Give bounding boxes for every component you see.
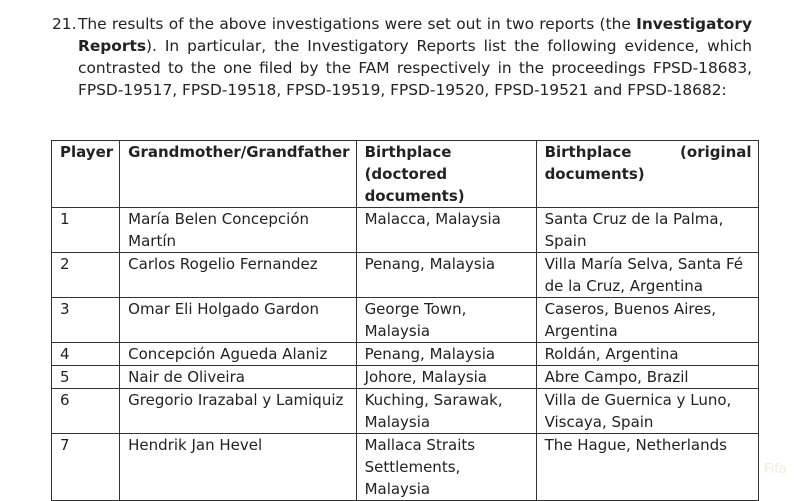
header-original-part1: Birthplace [544, 143, 632, 161]
cell-grandparent: María Belen Concepción Martín [120, 208, 356, 253]
cell-grandparent: Concepción Agueda Alaniz [120, 343, 356, 366]
cell-doctored-birthplace: Malacca, Malaysia [356, 208, 536, 253]
paragraph-21 [52, 13, 752, 101]
table-row [52, 434, 759, 501]
cell-player: 7 [52, 434, 120, 501]
cell-original-birthplace: Villa María Selva, Santa Fé de la Cruz, Argentina [536, 253, 758, 298]
cell-player: 4 [52, 343, 120, 366]
table-row [52, 366, 759, 389]
cell-player: 6 [52, 389, 120, 434]
cell-grandparent: Gregorio Irazabal y Lamiquiz [120, 389, 356, 434]
paragraph-text-start: The results of the above investigations were set out in two reports (the [78, 15, 637, 33]
table-row [52, 208, 759, 253]
table-header-row [52, 141, 759, 208]
paragraph-number: 21. [52, 15, 77, 33]
defined-term: Investigatory Reports [78, 15, 752, 55]
table-row [52, 389, 759, 434]
cell-original-birthplace: Roldán, Argentina [536, 343, 758, 366]
header-doctored-birthplace: Birthplace (doctored documents) [356, 141, 536, 208]
cell-doctored-birthplace: Penang, Malaysia [356, 343, 536, 366]
paragraph-text-end: ). In particular, the Investigatory Reports list the following evidence, which contrasted to the one filed by the FAM respectively in the proceedings FPSD-18683, FPSD-19517, FPSD-19518, FPSD-19519, FPSD-19520, FPSD-19521 and FPSD-18682: [78, 37, 752, 99]
table-row [52, 343, 759, 366]
cell-doctored-birthplace: Johore, Malaysia [356, 366, 536, 389]
cell-original-birthplace: Caseros, Buenos Aires, Argentina [536, 298, 758, 343]
cell-player: 1 [52, 208, 120, 253]
cell-grandparent: Hendrik Jan Hevel [120, 434, 356, 501]
cell-original-birthplace: Villa de Guernica y Luno, Viscaya, Spain [536, 389, 758, 434]
cell-doctored-birthplace: Penang, Malaysia [356, 253, 536, 298]
watermark-text: Fifa [764, 462, 787, 477]
cell-original-birthplace: The Hague, Netherlands [536, 434, 758, 501]
evidence-table [51, 140, 759, 501]
cell-grandparent: Omar Eli Holgado Gardon [120, 298, 356, 343]
header-original-birthplace [536, 141, 758, 208]
header-player: Player [52, 141, 120, 208]
cell-doctored-birthplace: Kuching, Sarawak, Malaysia [356, 389, 536, 434]
table-row [52, 298, 759, 343]
header-original-part3: documents) [544, 165, 645, 183]
paragraph-text [78, 13, 752, 101]
cell-grandparent: Carlos Rogelio Fernandez [120, 253, 356, 298]
cell-player: 2 [52, 253, 120, 298]
cell-player: 3 [52, 298, 120, 343]
header-grandparent: Grandmother/Grandfather [120, 141, 356, 208]
cell-doctored-birthplace: Mallaca Straits Settlements, Malaysia [356, 434, 536, 501]
cell-player: 5 [52, 366, 120, 389]
header-original-part2: (original [680, 143, 752, 161]
cell-original-birthplace: Santa Cruz de la Palma, Spain [536, 208, 758, 253]
cell-doctored-birthplace: George Town, Malaysia [356, 298, 536, 343]
cell-grandparent: Nair de Oliveira [120, 366, 356, 389]
cell-original-birthplace: Abre Campo, Brazil [536, 366, 758, 389]
table-row [52, 253, 759, 298]
